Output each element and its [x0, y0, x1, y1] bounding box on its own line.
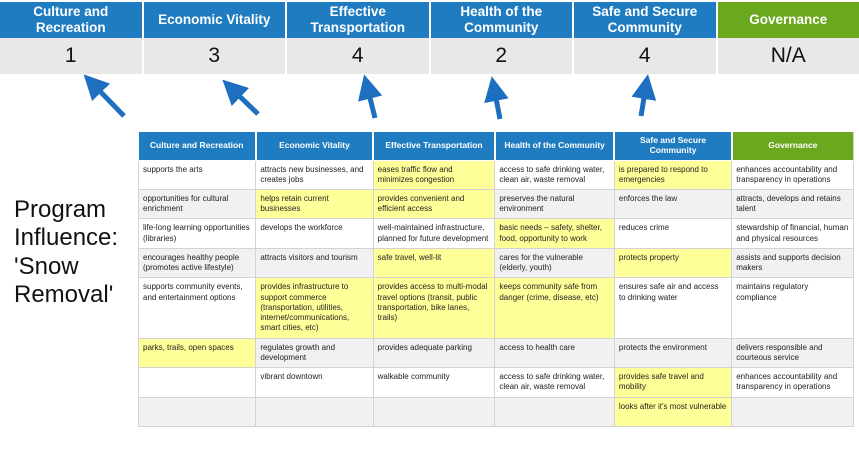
matrix-cell: preserves the natural environment — [495, 190, 615, 219]
matrix-cell: encourages healthy people (promotes active lifestyle) — [139, 248, 256, 277]
table-row — [139, 338, 854, 367]
matrix-cell: provides safe travel and mobility — [614, 368, 731, 397]
matrix-header-row — [139, 132, 854, 160]
score-safe-and-secure-community: 4 — [574, 38, 718, 74]
matrix-header-health-of-the-community: Health of the Community — [495, 132, 615, 160]
upward-arrow-3 — [367, 86, 375, 118]
score-effective-transportation: 4 — [287, 38, 431, 74]
matrix-cell: eases traffic flow and minimizes congestion — [373, 160, 495, 189]
matrix-cell: walkable community — [373, 368, 495, 397]
caption-line-3: 'Snow — [14, 252, 79, 280]
header-cell-health-of-the-community: Health of the Community — [431, 2, 575, 38]
matrix-cell: stewardship of financial, human and physical resources — [732, 219, 854, 248]
header-cell-safe-and-secure-community: Safe and Secure Community — [574, 2, 718, 38]
matrix-cell: is prepared to respond to emergencies — [614, 160, 731, 189]
score-culture-and-recreation: 1 — [0, 38, 144, 74]
header-cell-governance: Governance — [718, 2, 859, 38]
matrix-cell: cares for the vulnerable (elderly, youth) — [495, 248, 615, 277]
matrix-cell: attracts visitors and tourism — [256, 248, 373, 277]
matrix-cell: protects the environment — [614, 338, 731, 367]
caption-line-1: Program — [14, 196, 107, 223]
header-cell-culture-and-recreation: Culture and Recreation — [0, 2, 144, 38]
matrix-cell: provides access to multi-modal travel options (transit, public transportation, bike lanes, trails) — [373, 278, 495, 338]
matrix-cell: well-maintained infrastructure, planned for future development — [373, 219, 495, 248]
header-cell-effective-transportation: Effective Transportation — [287, 2, 431, 38]
upward-arrow-4 — [494, 88, 500, 119]
matrix-cell: opportunities for cultural enrichment — [139, 190, 256, 219]
table-row — [139, 368, 854, 397]
matrix-cell: delivers responsible and courteous service — [732, 338, 854, 367]
scorecard-header — [0, 2, 859, 38]
caption-line-2: Influence: — [14, 224, 119, 252]
matrix-cell: helps retain current businesses — [256, 190, 373, 219]
table-row — [139, 190, 854, 219]
matrix-cell — [256, 397, 373, 426]
header-cell-economic-vitality: Economic Vitality — [144, 2, 288, 38]
matrix-cell: access to safe drinking water, clean air, waste removal — [495, 160, 615, 189]
matrix-cell: develops the workforce — [256, 219, 373, 248]
influence-matrix — [138, 132, 854, 427]
matrix-cell: safe travel, well-lit — [373, 248, 495, 277]
arrow-group — [0, 74, 859, 132]
matrix-cell — [139, 397, 256, 426]
matrix-cell: reduces crime — [614, 219, 731, 248]
matrix-cell — [495, 397, 615, 426]
matrix-cell: supports the arts — [139, 160, 256, 189]
table-row — [139, 219, 854, 248]
table-row — [139, 160, 854, 189]
matrix-cell — [139, 368, 256, 397]
matrix-cell: maintains regulatory compliance — [732, 278, 854, 338]
matrix-header-safe-and-secure-community: Safe and Secure Community — [614, 132, 731, 160]
matrix-cell: attracts new businesses, and creates jobs — [256, 160, 373, 189]
matrix-cell: looks after it's most vulnerable — [614, 397, 731, 426]
matrix-cell: access to safe drinking water, clean air, waste removal — [495, 368, 615, 397]
scorecard-scores — [0, 38, 859, 74]
matrix-cell: provides adequate parking — [373, 338, 495, 367]
score-governance: N/A — [770, 44, 806, 67]
matrix-cell: enhances accountability and transparency in operations — [732, 160, 854, 189]
table-row — [139, 248, 854, 277]
caption-line-4: Removal' — [14, 280, 114, 308]
matrix-cell: regulates growth and development — [256, 338, 373, 367]
matrix-cell: attracts, develops and retains talent — [732, 190, 854, 219]
upward-arrow-1 — [92, 83, 124, 116]
matrix-cell: supports community events, and entertainment options — [139, 278, 256, 338]
matrix-cell — [373, 397, 495, 426]
upward-arrow-2 — [231, 88, 258, 114]
table-row — [139, 278, 854, 338]
matrix-cell: basic needs – safety, shelter, food, opportunity to work — [495, 219, 615, 248]
matrix-cell: vibrant downtown — [256, 368, 373, 397]
matrix-cell: protects property — [614, 248, 731, 277]
matrix-header-economic-vitality: Economic Vitality — [256, 132, 373, 160]
matrix-cell: enforces the law — [614, 190, 731, 219]
matrix-cell: enhances accountability and transparency in operations — [732, 368, 854, 397]
table-row — [139, 397, 854, 426]
matrix-header-culture-and-recreation: Culture and Recreation — [139, 132, 256, 160]
matrix-cell: provides infrastructure to support commerce (transportation, utilities, internet/communications, smart cities, etc) — [256, 278, 373, 338]
matrix-cell: life-long learning opportunities (libraries) — [139, 219, 256, 248]
upward-arrow-5 — [641, 86, 646, 116]
matrix-header-effective-transportation: Effective Transportation — [373, 132, 495, 160]
matrix-cell: assists and supports decision makers — [732, 248, 854, 277]
matrix-cell: provides convenient and efficient access — [373, 190, 495, 219]
matrix-cell: ensures safe air and access to drinking water — [614, 278, 731, 338]
matrix-cell: access to health care — [495, 338, 615, 367]
matrix-cell: keeps community safe from danger (crime, disease, etc) — [495, 278, 615, 338]
matrix-header-governance: Governance — [732, 132, 854, 160]
matrix-cell — [732, 397, 854, 426]
matrix-cell: parks, trails, open spaces — [139, 338, 256, 367]
score-health-of-the-community: 2 — [431, 38, 575, 74]
program-influence-caption — [14, 196, 136, 309]
score-economic-vitality: 3 — [144, 38, 288, 74]
